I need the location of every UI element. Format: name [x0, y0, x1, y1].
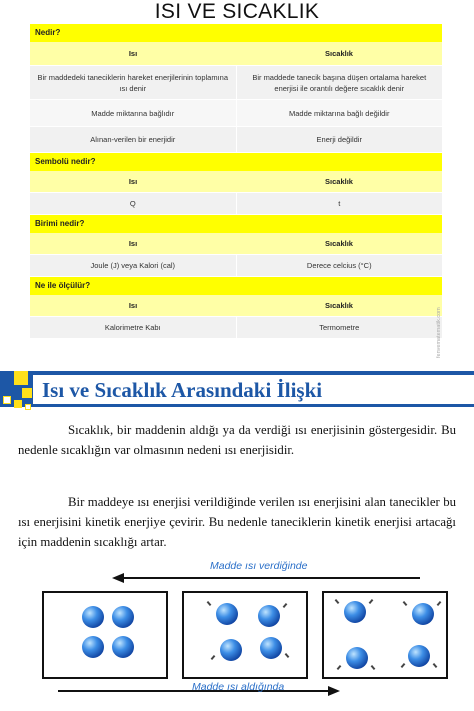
- table-cell: t: [236, 193, 443, 214]
- motion-mark: [369, 599, 374, 604]
- particle: [220, 639, 242, 661]
- table-row: [30, 255, 442, 277]
- bottom-arrow-label: Madde ısı aldığında: [192, 681, 285, 693]
- column-header-heat: Isı: [128, 177, 138, 186]
- table-cell: Bir maddedeki taneciklerin hareket enerjilerinin toplamına ısı denir: [37, 72, 229, 93]
- section-heading-birim: Birimi nedir?: [30, 215, 442, 233]
- column-header-heat: Isı: [128, 49, 138, 58]
- column-header-temperature: Sıcaklık: [325, 239, 353, 248]
- particle: [112, 606, 134, 628]
- column-header-heat: Isı: [128, 301, 138, 310]
- column-header-temperature: Sıcaklık: [325, 49, 353, 58]
- motion-mark: [285, 653, 290, 658]
- particle: [82, 606, 104, 628]
- arrow-head-right-icon: [328, 686, 340, 696]
- motion-mark: [283, 603, 288, 608]
- motion-mark: [337, 665, 342, 670]
- arrow-head-left-icon: [112, 573, 124, 583]
- table-cell: Termometre: [236, 317, 443, 338]
- particle-box-solid: [42, 591, 168, 679]
- motion-mark: [371, 665, 376, 670]
- column-header-temperature: Sıcaklık: [325, 301, 353, 310]
- particle-box-gas: [322, 591, 448, 679]
- top-arrow-label: Madde ısı verdiğinde: [210, 560, 308, 572]
- table-cell: Joule (J) veya Kalori (cal): [90, 261, 176, 270]
- decor-square: [22, 388, 32, 398]
- particle: [112, 636, 134, 658]
- particle: [216, 603, 238, 625]
- table-cell: Kalorimetre Kabı: [104, 323, 161, 332]
- motion-mark: [437, 601, 442, 606]
- motion-mark: [207, 601, 212, 606]
- decor-square: [14, 400, 22, 408]
- particle: [260, 637, 282, 659]
- section-heading-olcum: Ne ile ölçülür?: [30, 277, 442, 295]
- table-cell: Madde miktarına bağlı değildir: [236, 100, 443, 126]
- watermark-text: fenvematematik.com: [436, 307, 442, 358]
- decor-square: [25, 404, 31, 410]
- column-header-row: [30, 42, 442, 66]
- paragraph-2: Bir maddeye ısı enerjisi verildiğinde verilen ısı enerjisini alan tanecikler bu ısı enerjisini kinetik enerjiye çevirir. Bu nedenle taneciklerin kinetik enerjisi artacağı için maddenin sıcaklığı artar.: [18, 495, 456, 549]
- particle-diagram: [0, 560, 474, 711]
- table-cell: Madde miktarına bağlıdır: [91, 108, 175, 118]
- column-header-row: [30, 233, 442, 255]
- section-heading-nedir: Nedir?: [30, 24, 442, 42]
- motion-mark: [211, 655, 216, 660]
- table-row: [30, 66, 442, 100]
- motion-mark: [433, 663, 438, 668]
- particle: [82, 636, 104, 658]
- decor-square: [3, 396, 11, 404]
- table-cell: Q: [129, 199, 136, 208]
- particle: [412, 603, 434, 625]
- table-cell: Enerji değildir: [236, 127, 443, 152]
- column-header-row: [30, 171, 442, 193]
- motion-mark: [403, 601, 408, 606]
- table-cell: Derece celcius (°C): [236, 255, 443, 276]
- particle: [408, 645, 430, 667]
- section-heading-sembol: Sembolü nedir?: [30, 153, 442, 171]
- column-header-row: [30, 295, 442, 317]
- motion-mark: [335, 599, 340, 604]
- table-row: [30, 100, 442, 127]
- column-header-heat: Isı: [128, 239, 138, 248]
- particle: [258, 605, 280, 627]
- section-title: Isı ve Sıcaklık Arasındaki İlişki: [42, 378, 323, 402]
- paragraph-1: Sıcaklık, bir maddenin aldığı ya da verdiği ısı enerjisinin göstergesidir. Bu nedenle sıcaklığın var olmasının nedeni ısı enerjisidir.: [18, 423, 456, 457]
- table-row: [30, 317, 442, 339]
- page-title: ISI VE SICAKLIK: [154, 0, 320, 23]
- comparison-table: [30, 24, 442, 339]
- column-header-temperature: Sıcaklık: [325, 177, 353, 186]
- table-cell: Bir maddede tanecik başına düşen ortalama hareket enerjisi ile orantılı değere sıcaklık denir: [236, 66, 443, 99]
- particle: [344, 601, 366, 623]
- particle: [346, 647, 368, 669]
- table-cell: Alınan-verilen bir enerjidir: [90, 135, 176, 144]
- decor-square: [14, 371, 28, 385]
- table-row: [30, 127, 442, 153]
- table-row: [30, 193, 442, 215]
- particle-box-liquid: [182, 591, 308, 679]
- motion-mark: [401, 663, 406, 668]
